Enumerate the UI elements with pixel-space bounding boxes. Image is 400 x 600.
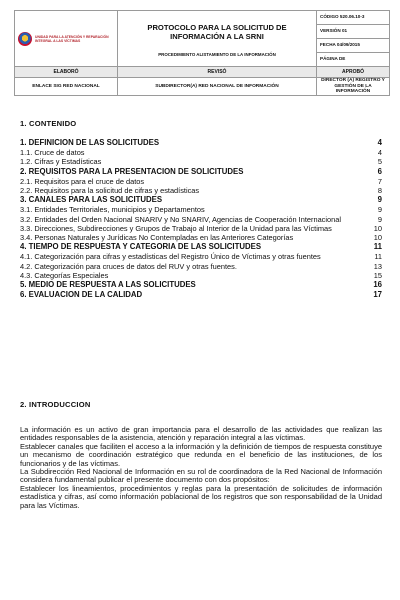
toc-entry-label: 3.3. Direcciones, Subdirecciones y Grupos de Trabajo al Interior de la Unidad para las Víctimas: [20, 223, 332, 233]
toc-entry-label: 4. TIEMPO DE RESPUESTA Y CATEGORIA DE LAS SOLICITUDES: [20, 242, 262, 252]
intro-paragraph: La información es un activo de gran importancia para el desarrollo de las actividades que realizan las entidades responsables de la asistencia, atención y reparación integral a las víctimas.: [20, 425, 382, 443]
document-header-table: [14, 10, 390, 96]
logo-cell: [15, 11, 118, 67]
toc-entry[interactable]: [20, 290, 382, 300]
toc-entry-label: 5. MEDIO DE RESPUESTA A LAS SOLICITUDES: [20, 280, 196, 290]
logo-text: UNIDAD PARA LA ATENCIÓN Y REPARACIÓN INTEGRAL A LAS VÍCTIMAS: [35, 34, 109, 43]
meta-page: PÁGINA DE: [320, 56, 346, 61]
toc-entry-page: 16: [373, 280, 382, 290]
toc-entry-page: 17: [373, 290, 382, 300]
toc-entry[interactable]: [20, 138, 382, 148]
toc-entry[interactable]: [20, 215, 382, 224]
toc-entry-page: 10: [373, 223, 382, 233]
toc-entry[interactable]: [20, 252, 382, 261]
toc-entry-label: 2.1. Requisitos para el cruce de datos: [20, 176, 145, 186]
toc-entry-label: 3.1. Entidades Territoriales, municipios y Departamentos: [20, 205, 205, 215]
name-reviewed: SUBDIRECTOR(A) RED NACIONAL DE INFORMACIÓN: [118, 78, 317, 96]
toc-entry[interactable]: [20, 280, 382, 290]
toc-entry-label: 4.1. Categorización para cifras y estadísticas del Registro Único de Víctimas y otras fuentes: [20, 252, 321, 262]
toc-entry[interactable]: [20, 157, 382, 166]
intro-paragraph: Establecer los lineamientos, procedimientos y reglas para la presentación de solicitudes de información estadística y cifras, así como información poblacional de los registros que son responsabilidad de la Unidad para las Víctimas.: [20, 483, 382, 510]
toc-entry[interactable]: [20, 233, 382, 242]
toc-entry-label: 1.2. Cifras y Estadísticas: [20, 157, 102, 167]
toc-entry[interactable]: [20, 195, 382, 205]
intro-paragraph: Establecer canales que faciliten el acceso a la información y la definición de tiempos de respuesta constituye un mecanismo de coordinación estratégico que redunda en el beneficio de las instituciones, de los funcionarios y de las víctimas.: [20, 441, 382, 468]
role-reviewed: REVISÓ: [118, 67, 317, 78]
procedure-name: PROCEDIMIENTO ALISTAMIENTO DE LA INFORMACIÓN: [158, 51, 276, 57]
toc-entry-label: 2. REQUISITOS PARA LA PRESENTACION DE SOLICITUDES: [20, 166, 244, 176]
toc-entry[interactable]: [20, 148, 382, 157]
toc-entry-page: 13: [373, 261, 382, 271]
toc-entry-page: 10: [373, 233, 382, 243]
toc-entry-page: 15: [373, 270, 382, 280]
meta-date: FECHA 04/09/2015: [317, 39, 389, 53]
toc-entry-label: 6. EVALUACION DE LA CALIDAD: [20, 290, 143, 300]
table-of-contents: [20, 138, 382, 300]
document-meta: [317, 11, 390, 67]
toc-entry-page: 8: [377, 186, 382, 196]
toc-entry-label: 3. CANALES PARA LAS SOLICITUDES: [20, 195, 163, 205]
toc-entry-label: 4.2. Categorización para cruces de datos del RUV y otras fuentes.: [20, 261, 237, 271]
toc-entry-page: 9: [377, 205, 382, 215]
approval-roles-row: [15, 67, 390, 78]
toc-entry[interactable]: [20, 224, 382, 233]
section-title-introduccion: 2. INTRODUCCION: [20, 400, 91, 409]
toc-entry-page: 4: [377, 138, 382, 147]
toc-entry-page: 4: [377, 148, 382, 158]
approval-names-row: [15, 78, 390, 96]
toc-entry[interactable]: [20, 262, 382, 271]
toc-entry-page: 7: [377, 176, 382, 186]
toc-entry-label: 1.1. Cruce de datos: [20, 148, 85, 158]
toc-entry-page: 11: [373, 242, 382, 252]
toc-entry-label: 4.3. Categorías Especiales: [20, 270, 109, 280]
toc-entry[interactable]: [20, 177, 382, 186]
toc-entry[interactable]: [20, 205, 382, 214]
toc-entry[interactable]: [20, 271, 382, 280]
toc-entry-page: 11: [374, 252, 382, 262]
toc-entry[interactable]: [20, 242, 382, 252]
role-approved: APROBÓ: [317, 67, 390, 78]
intro-paragraph: La Subdirección Red Nacional de Información en su rol de coordinadora de la Red Nacional de Información considera fundamental publicar el presente documento con dos propósitos:: [20, 467, 382, 485]
toc-entry[interactable]: [20, 167, 382, 177]
toc-entry-page: 6: [377, 166, 382, 176]
meta-code: CÓDIGO 520.06.10-3: [317, 11, 389, 25]
role-prepared: ELABORÓ: [15, 67, 118, 78]
coat-of-arms-icon: [18, 32, 32, 46]
name-approved: DIRECTOR (A) REGISTRO Y GESTIÓN DE LA INFORMACIÓN: [317, 78, 390, 96]
entity-logo: [18, 32, 114, 46]
title-cell: [118, 11, 317, 67]
introduction-text: [20, 426, 382, 510]
toc-entry[interactable]: [20, 186, 382, 195]
toc-entry-page: 9: [377, 195, 382, 205]
toc-entry-label: 2.2. Requisitos para la solicitud de cifras y estadísticas: [20, 186, 200, 196]
document-title: PROTOCOLO PARA LA SOLICITUD DE INFORMACIÓN A LA SRNI: [147, 22, 287, 41]
toc-entry-page: 9: [377, 214, 382, 224]
toc-entry-label: 3.4. Personas Naturales y Jurídicas No Contempladas en las Anteriores Categorías: [20, 233, 294, 243]
toc-entry-label: 3.2. Entidades del Orden Nacional SNARIV y No SNARIV, Agencias de Cooperación Internacional: [20, 214, 341, 224]
toc-entry-page: 5: [377, 157, 382, 167]
meta-version: VERSIÓN 01: [317, 25, 389, 39]
section-title-contenido: 1. CONTENIDO: [20, 119, 77, 128]
toc-entry-label: 1. DEFINICION DE LAS SOLICITUDES: [20, 138, 160, 147]
name-prepared: ENLACE SIG RED NACIONAL: [15, 78, 118, 96]
